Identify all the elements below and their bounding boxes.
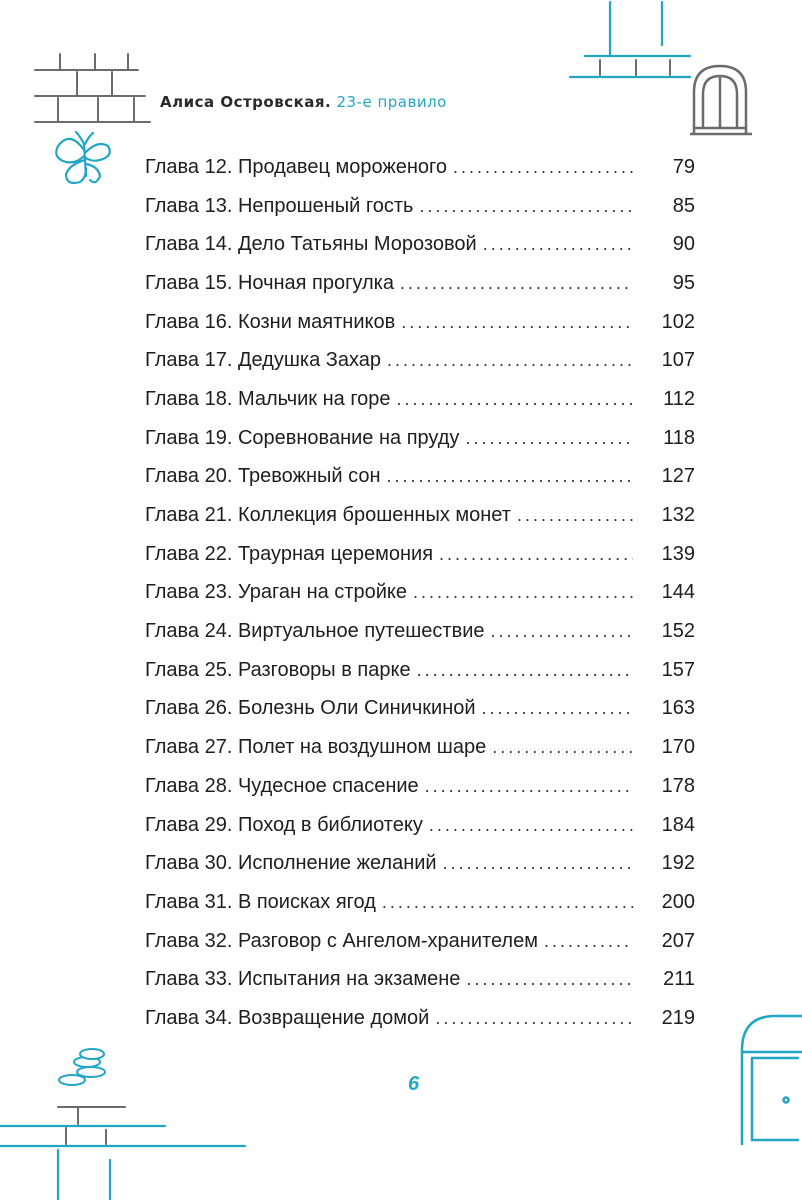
toc-leader-dots xyxy=(397,389,633,410)
toc-entry xyxy=(145,148,695,187)
toc-entry-page: 139 xyxy=(661,542,695,565)
toc-leader-dots xyxy=(453,157,633,178)
brick-wall-icon xyxy=(35,54,150,122)
toc-entry-page: 157 xyxy=(661,658,695,681)
toc-leader-dots xyxy=(419,196,633,217)
toc-leader-dots xyxy=(435,1008,633,1029)
toc-leader-dots xyxy=(483,234,633,255)
door-icon xyxy=(742,1016,802,1144)
toc-entry-title: Глава 26. Болезнь Оли Синичкиной xyxy=(145,697,476,720)
toc-entry xyxy=(145,612,695,651)
toc-leader-dots xyxy=(439,544,633,565)
toc-entry-page: 184 xyxy=(661,813,695,836)
toc-entry-page: 192 xyxy=(661,852,695,875)
toc-entry-page: 90 xyxy=(672,233,695,256)
toc-entry xyxy=(145,419,695,458)
toc-entry-title: Глава 22. Траурная церемония xyxy=(145,542,434,565)
toc-leader-dots xyxy=(544,931,633,952)
table-of-contents xyxy=(145,148,695,1038)
toc-entry-title: Глава 32. Разговор с Ангелом-хранителем xyxy=(145,929,538,952)
page-number: 6 xyxy=(408,1073,420,1095)
toc-leader-dots xyxy=(466,969,633,990)
toc-leader-dots xyxy=(400,273,633,294)
running-header xyxy=(160,92,447,112)
toc-entry xyxy=(145,960,695,999)
toc-leader-dots xyxy=(387,466,634,487)
toc-entry-page: 170 xyxy=(661,736,695,759)
toc-entry-page: 118 xyxy=(663,426,695,449)
toc-entry-title: Глава 21. Коллекция брошенных монет xyxy=(145,504,511,527)
toc-entry-page: 178 xyxy=(661,774,695,797)
toc-entry-title: Глава 19. Соревнование на пруду xyxy=(145,426,460,449)
toc-entry-page: 132 xyxy=(661,504,695,527)
header-title: 23-е правило xyxy=(336,93,447,111)
toc-entry-title: Глава 18. Мальчик на горе xyxy=(145,387,391,410)
toc-leader-dots xyxy=(382,892,633,913)
toc-entry-page: 95 xyxy=(672,271,695,294)
toc-entry xyxy=(145,264,695,303)
toc-entry-title: Глава 34. Возвращение домой xyxy=(145,1006,430,1029)
toc-entry xyxy=(145,651,695,690)
toc-entry xyxy=(145,844,695,883)
toc-entry-title: Глава 29. Поход в библиотеку xyxy=(145,813,423,836)
toc-leader-dots xyxy=(492,737,633,758)
toc-entry-page: 85 xyxy=(672,194,695,217)
toc-entry xyxy=(145,767,695,806)
toc-entry xyxy=(145,535,695,574)
toc-entry-page: 79 xyxy=(672,155,695,178)
toc-entry-title: Глава 25. Разговоры в парке xyxy=(145,658,411,681)
toc-entry-page: 127 xyxy=(661,465,695,488)
toc-entry-title: Глава 27. Полет на воздушном шаре xyxy=(145,736,487,759)
header-author: Алиса Островская. xyxy=(160,93,332,111)
toc-entry xyxy=(145,806,695,845)
toc-entry-page: 144 xyxy=(661,581,695,604)
toc-entry xyxy=(145,225,695,264)
toc-entry-page: 163 xyxy=(661,697,695,720)
toc-leader-dots xyxy=(429,815,633,836)
toc-entry-title: Глава 17. Дедушка Захар xyxy=(145,349,381,372)
toc-entry xyxy=(145,922,695,961)
toc-entry-title: Глава 12. Продавец мороженого xyxy=(145,155,447,178)
toc-entry xyxy=(145,728,695,767)
toc-entry xyxy=(145,341,695,380)
toc-entry xyxy=(145,458,695,497)
toc-leader-dots xyxy=(387,350,633,371)
toc-leader-dots xyxy=(482,698,633,719)
toc-entry xyxy=(145,883,695,922)
toc-leader-dots xyxy=(425,776,633,797)
toc-entry-title: Глава 15. Ночная прогулка xyxy=(145,271,394,294)
top-right-wall-icon xyxy=(570,2,690,77)
toc-leader-dots xyxy=(517,505,633,526)
toc-entry xyxy=(145,690,695,729)
toc-entry-title: Глава 14. Дело Татьяны Морозовой xyxy=(145,233,477,256)
toc-leader-dots xyxy=(491,621,634,642)
toc-entry-page: 200 xyxy=(661,890,695,913)
toc-entry-page: 207 xyxy=(661,929,695,952)
toc-entry xyxy=(145,574,695,613)
coins-icon xyxy=(59,1049,105,1085)
toc-leader-dots xyxy=(443,853,633,874)
toc-entry-page: 107 xyxy=(661,349,695,372)
toc-entry-page: 219 xyxy=(661,1006,695,1029)
toc-entry-page: 112 xyxy=(663,387,695,410)
toc-entry-title: Глава 33. Испытания на экзамене xyxy=(145,968,461,991)
toc-entry-title: Глава 23. Ураган на стройке xyxy=(145,581,407,604)
toc-entry-title: Глава 20. Тревожный сон xyxy=(145,465,381,488)
window-icon xyxy=(690,66,752,134)
bottom-left-wall-icon xyxy=(0,1107,245,1200)
toc-entry-title: Глава 24. Виртуальное путешествие xyxy=(145,620,485,643)
toc-entry-page: 102 xyxy=(661,310,695,333)
toc-entry xyxy=(145,303,695,342)
toc-entry-title: Глава 16. Козни маятников xyxy=(145,310,396,333)
toc-entry-title: Глава 13. Непрошеный гость xyxy=(145,194,414,217)
toc-entry-page: 211 xyxy=(663,968,695,991)
toc-entry-title: Глава 30. Исполнение желаний xyxy=(145,852,437,875)
toc-entry-title: Глава 31. В поисках ягод xyxy=(145,890,376,913)
toc-entry-page: 152 xyxy=(661,620,695,643)
toc-entry xyxy=(145,380,695,419)
toc-entry xyxy=(145,496,695,535)
toc-leader-dots xyxy=(417,660,633,681)
butterfly-icon xyxy=(56,132,110,183)
toc-leader-dots xyxy=(413,582,633,603)
toc-entry xyxy=(145,999,695,1038)
toc-entry xyxy=(145,187,695,226)
toc-entry-title: Глава 28. Чудесное спасение xyxy=(145,774,419,797)
toc-leader-dots xyxy=(465,428,633,449)
toc-leader-dots xyxy=(401,312,633,333)
